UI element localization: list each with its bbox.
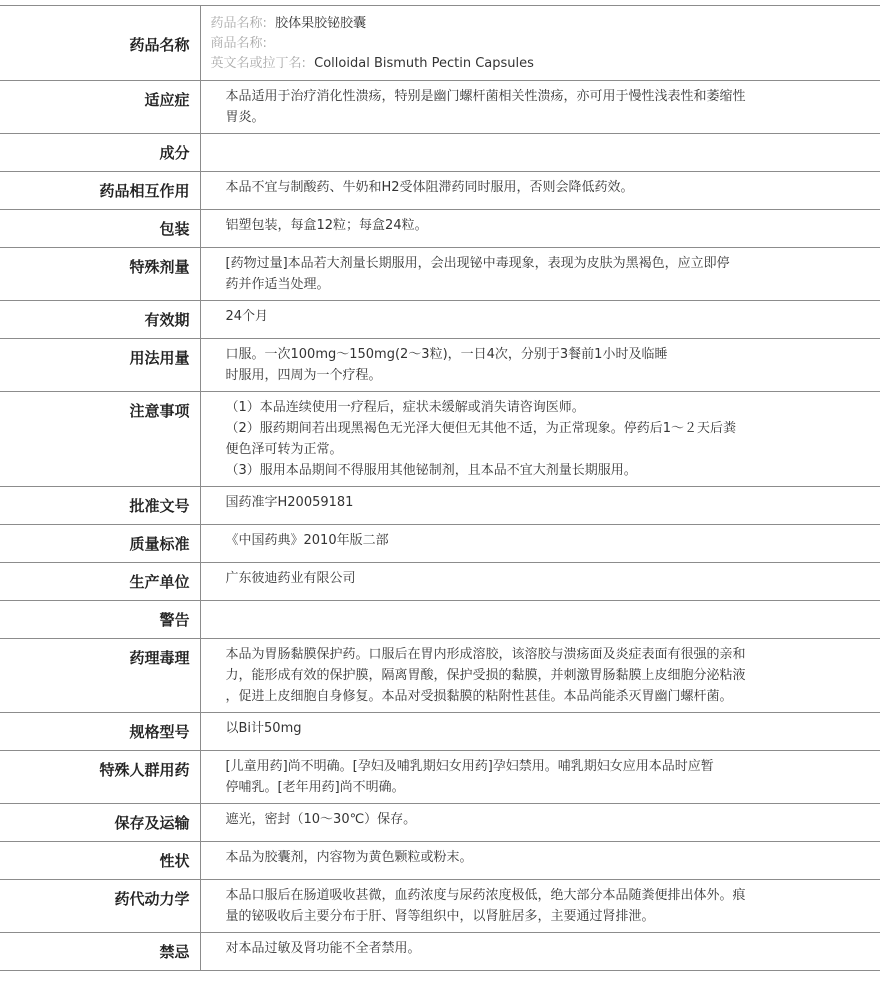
row-label: 生产单位 — [0, 563, 200, 601]
row-special-populations — [0, 751, 880, 804]
row-precautions — [0, 392, 880, 487]
row-dosage-usage — [0, 339, 880, 392]
drug-info-body — [0, 6, 880, 971]
row-value — [200, 842, 880, 880]
row-value — [200, 210, 880, 248]
value-line: 本品为胶囊剂，内容物为黄色颗粒或粉末。 — [225, 850, 473, 865]
value-line: （3）服用本品期间不得服用其他铋制剂，且本品不宜大剂量长期服用。 — [225, 463, 637, 478]
row-value — [200, 248, 880, 301]
row-pharmacokinetics — [0, 880, 880, 933]
row-label: 保存及运输 — [0, 804, 200, 842]
row-label: 药理毒理 — [0, 639, 200, 713]
row-special-dosage — [0, 248, 880, 301]
generic-name-line — [211, 14, 871, 34]
value-line: 力，能形成有效的保护膜，隔离胃酸，保护受损的黏膜，并刺激胃肠黏膜上皮细胞分泌粘液 — [225, 668, 746, 683]
row-packaging — [0, 210, 880, 248]
row-label: 适应症 — [0, 81, 200, 134]
row-label: 警告 — [0, 601, 200, 639]
row-drug-name — [0, 6, 880, 81]
generic-name-key: 药品名称: — [210, 16, 267, 31]
row-value — [200, 525, 880, 563]
row-label: 药品相互作用 — [0, 172, 200, 210]
trade-name-key: 商品名称: — [210, 36, 267, 51]
row-pharmacology-toxicology — [0, 639, 880, 713]
row-value — [200, 933, 880, 971]
value-line: [药物过量]本品若大剂量长期服用，会出现铋中毒现象，表现为皮肤为黑褐色，应立即停 — [225, 256, 730, 271]
value-line: 遮光，密封（10～30℃）保存。 — [225, 812, 417, 827]
english-name-key: 英文名或拉丁名: — [210, 56, 306, 71]
value-line: （1）本品连续使用一疗程后，症状未缓解或消失请咨询医师。 — [225, 400, 585, 415]
row-appearance — [0, 842, 880, 880]
row-value — [200, 339, 880, 392]
value-line: 本品适用于治疗消化性溃疡，特别是幽门螺杆菌相关性溃疡，亦可用于慢性浅表性和萎缩性 — [225, 89, 746, 104]
row-label: 包装 — [0, 210, 200, 248]
value-line: 以Bi计50mg — [225, 721, 302, 736]
value-line: 本品不宜与制酸药、牛奶和H2受体阻滞药同时服用，否则会降低药效。 — [225, 180, 634, 195]
row-indications — [0, 81, 880, 134]
row-value — [200, 639, 880, 713]
row-label: 成分 — [0, 134, 200, 172]
value-line: 胃炎。 — [225, 110, 265, 125]
row-label: 禁忌 — [0, 933, 200, 971]
value-line: 《中国药典》2010年版二部 — [225, 533, 389, 548]
value-line: 本品为胃肠黏膜保护药。口服后在胃内形成溶胶，该溶胶与溃疡面及炎症表面有很强的亲和 — [225, 647, 746, 662]
value-line: 24个月 — [225, 309, 269, 324]
row-label: 批准文号 — [0, 487, 200, 525]
drug-name-block — [200, 6, 880, 81]
value-line: 口服。一次100mg～150mg(2～3粒)，一日4次，分别于3餐前1小时及临睡 — [225, 347, 668, 362]
english-name-value: Colloidal Bismuth Pectin Capsules — [314, 56, 534, 71]
row-label: 规格型号 — [0, 713, 200, 751]
value-line: 铝塑包装，每盒12粒；每盒24粒。 — [225, 218, 428, 233]
row-value — [200, 880, 880, 933]
drug-info-table — [0, 5, 880, 971]
value-line: [儿童用药]尚不明确。[孕妇及哺乳期妇女用药]孕妇禁用。哺乳期妇女应用本品时应暂 — [225, 759, 714, 774]
row-label: 注意事项 — [0, 392, 200, 487]
row-shelf-life — [0, 301, 880, 339]
row-value — [200, 713, 880, 751]
row-label: 特殊剂量 — [0, 248, 200, 301]
row-value — [200, 487, 880, 525]
value-line: 对本品过敏及肾功能不全者禁用。 — [225, 941, 421, 956]
row-value — [200, 392, 880, 487]
row-value — [200, 172, 880, 210]
row-label: 性状 — [0, 842, 200, 880]
row-value — [200, 563, 880, 601]
value-line: 便色泽可转为正常。 — [225, 442, 343, 457]
english-name-line — [211, 54, 871, 74]
row-warning — [0, 601, 880, 639]
row-label: 有效期 — [0, 301, 200, 339]
value-line: 国药准字H20059181 — [225, 495, 354, 510]
row-approval-number — [0, 487, 880, 525]
row-value — [200, 751, 880, 804]
value-line: ，促进上皮细胞自身修复。本品对受损黏膜的粘附性甚佳。本品尚能杀灭胃幽门螺杆菌。 — [225, 689, 733, 704]
value-line: 本品口服后在肠道吸收甚微，血药浓度与尿药浓度极低，绝大部分本品随粪便排出体外。痕 — [225, 888, 746, 903]
value-line: 量的铋吸收后主要分布于肝、肾等组织中，以肾脏居多，主要通过肾排泄。 — [225, 909, 655, 924]
generic-name-value: 胶体果胶铋胶囊 — [275, 16, 367, 31]
row-value — [200, 601, 880, 639]
value-line: 停哺乳。[老年用药]尚不明确。 — [225, 780, 405, 795]
row-storage-transport — [0, 804, 880, 842]
row-value — [200, 804, 880, 842]
value-line: 广东彼迪药业有限公司 — [225, 571, 356, 586]
row-ingredients — [0, 134, 880, 172]
row-value — [200, 134, 880, 172]
row-contraindications — [0, 933, 880, 971]
value-line: 药并作适当处理。 — [225, 277, 330, 292]
row-label: 药代动力学 — [0, 880, 200, 933]
row-specification — [0, 713, 880, 751]
row-label: 特殊人群用药 — [0, 751, 200, 804]
row-value — [200, 81, 880, 134]
row-manufacturer — [0, 563, 880, 601]
row-label: 药品名称 — [0, 6, 200, 81]
value-line: （2）服药期间若出现黑褐色无光泽大便但无其他不适，为正常现象。停药后1～２天后粪 — [225, 421, 737, 436]
row-drug-interactions — [0, 172, 880, 210]
value-line: 时服用，四周为一个疗程。 — [225, 368, 382, 383]
trade-name-line — [211, 34, 871, 54]
row-label: 用法用量 — [0, 339, 200, 392]
row-quality-standard — [0, 525, 880, 563]
row-value — [200, 301, 880, 339]
row-label: 质量标准 — [0, 525, 200, 563]
